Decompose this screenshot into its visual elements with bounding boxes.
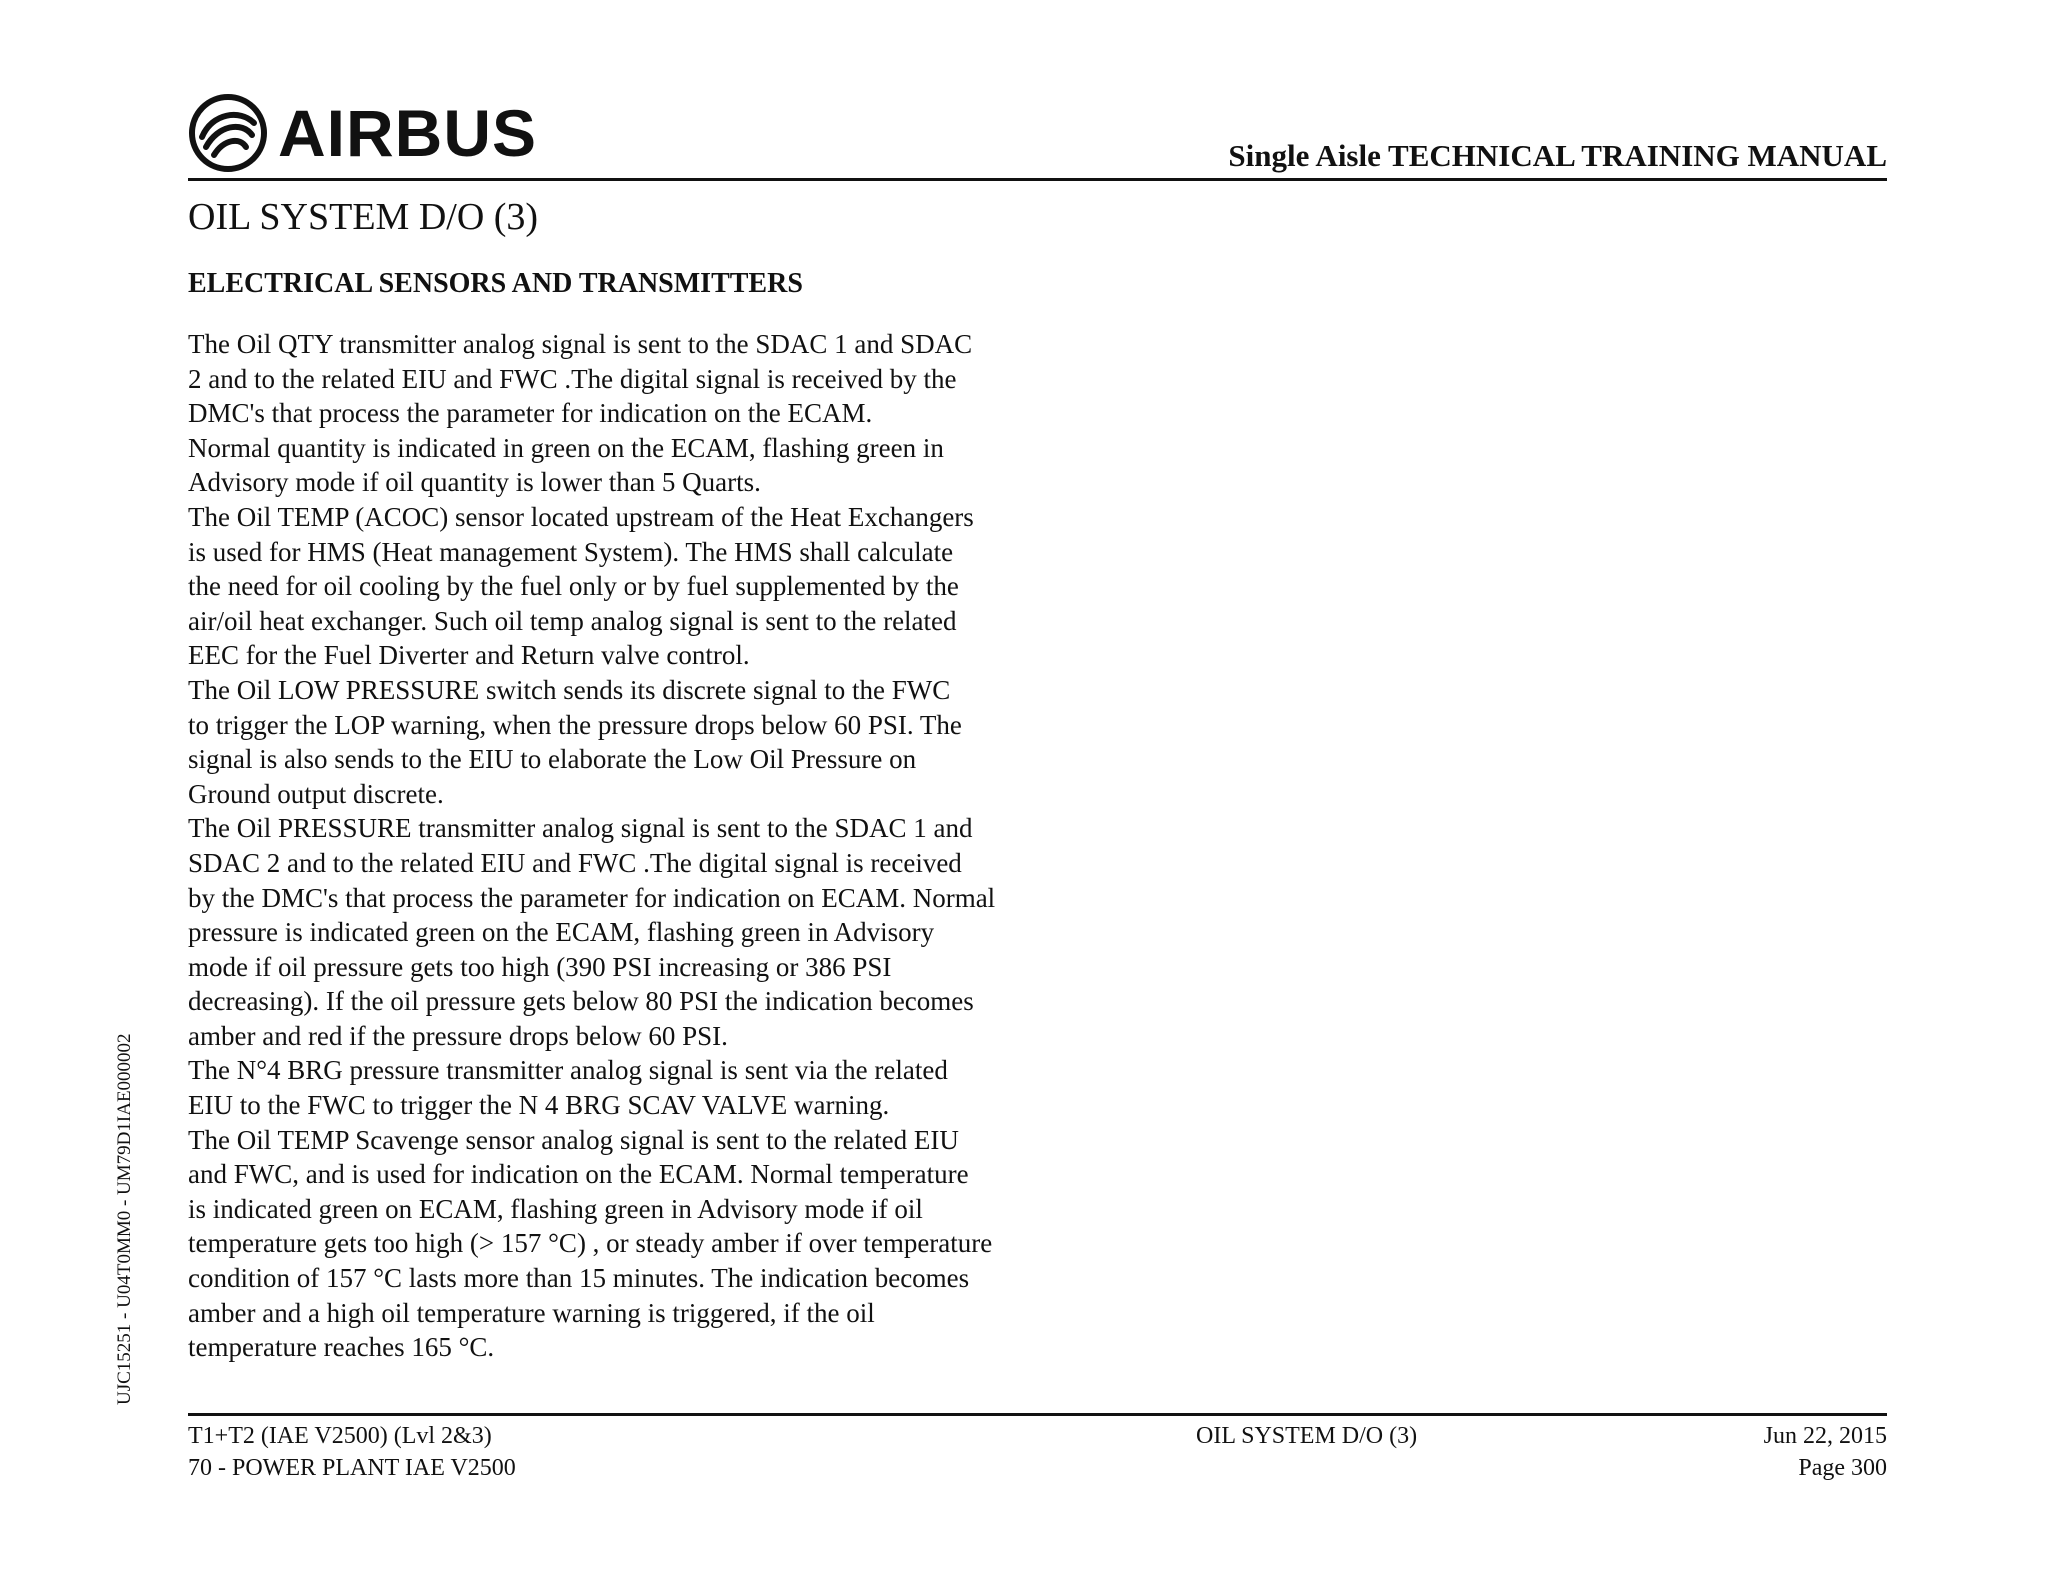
paragraph-oil-qty: The Oil QTY transmitter analog signal is sent to the SDAC 1 and SDAC 2 and to the related EIU and FWC .The digital signal is received by the DMC's that process the parameter for indication on the ECAM. bbox=[188, 329, 973, 429]
paragraph-oil-temp-acoc: The Oil TEMP (ACOC) sensor located upstream of the Heat Exchangers is used for HMS (Heat management System). The HMS shall calculate the need for oil cooling by the fuel only or by fuel supplemented by the air/oil heat exchanger. Such oil temp analog signal is sent to the related EEC for the Fuel Diverter and Return valve control. bbox=[188, 501, 974, 671]
footer-section-title: OIL SYSTEM D/O (3) bbox=[1196, 1423, 1418, 1449]
page-number: Page 300 bbox=[1798, 1455, 1887, 1481]
logo-wordmark: AIRBUS bbox=[278, 96, 538, 170]
page-title: OIL SYSTEM D/O (3) bbox=[188, 196, 539, 238]
paragraph-normal-quantity: Normal quantity is indicated in green on the ECAM, flashing green in Advisory mode if oil quantity is lower than 5 Quarts. bbox=[188, 432, 944, 498]
footer-center bbox=[1196, 1420, 1417, 1452]
paragraph-n4-brg: The N°4 BRG pressure transmitter analog signal is sent via the related EIU to the FWC to trigger the N 4 BRG SCAV VALVE warning. bbox=[188, 1055, 948, 1121]
section-heading: ELECTRICAL SENSORS AND TRANSMITTERS bbox=[188, 268, 803, 299]
paragraph-oil-temp-scavenge: The Oil TEMP Scavenge sensor analog signal is sent to the related EIU and FWC, and is used for indication on the ECAM. Normal temperature is indicated green on ECAM, flashing green in Advisory mode if oil temperature gets too high (> 157 °C) , or steady amber if over temperature condition of 157 °C lasts more than 15 minutes. The indication becomes amber and a high oil temperature warning is triggered, if the oil temperature reaches 165 °C. bbox=[188, 1124, 993, 1363]
document-id-vertical: UJC15251 - U04T0MM0 - UM79D1IAE000002 bbox=[114, 1033, 135, 1405]
airbus-logo bbox=[188, 92, 537, 174]
manual-title: Single Aisle TECHNICAL TRAINING MANUAL bbox=[1228, 138, 1887, 173]
footer-right bbox=[1764, 1420, 1887, 1484]
footer-course: T1+T2 (IAE V2500) (Lvl 2&3) bbox=[188, 1423, 492, 1449]
paragraph-low-pressure-switch: The Oil LOW PRESSURE switch sends its discrete signal to the FWC to trigger the LOP warning, when the pressure drops below 60 PSI. The signal is also sends to the EIU to elaborate the Low Oil Pressure on Ground output discrete. bbox=[188, 674, 962, 809]
footer-date: Jun 22, 2015 bbox=[1763, 1423, 1887, 1449]
paragraph-oil-pressure: The Oil PRESSURE transmitter analog signal is sent to the SDAC 1 and SDAC 2 and to the related EIU and FWC .The digital signal is received by the DMC's that process the parameter for indication on ECAM. Normal pressure is indicated green on the ECAM, flashing green in Advisory mode if oil pressure gets too high (390 PSI increasing or 386 PSI decreasing). If the oil pressure gets below 80 PSI the indication becomes amber and red if the pressure drops below 60 PSI. bbox=[188, 813, 996, 1051]
header-divider bbox=[188, 178, 1887, 181]
airbus-swirl-icon bbox=[188, 93, 268, 173]
footer-divider bbox=[188, 1413, 1887, 1416]
footer-chapter: 70 - POWER PLANT IAE V2500 bbox=[188, 1455, 516, 1481]
body-text bbox=[188, 327, 1028, 1365]
footer-left bbox=[188, 1420, 516, 1484]
